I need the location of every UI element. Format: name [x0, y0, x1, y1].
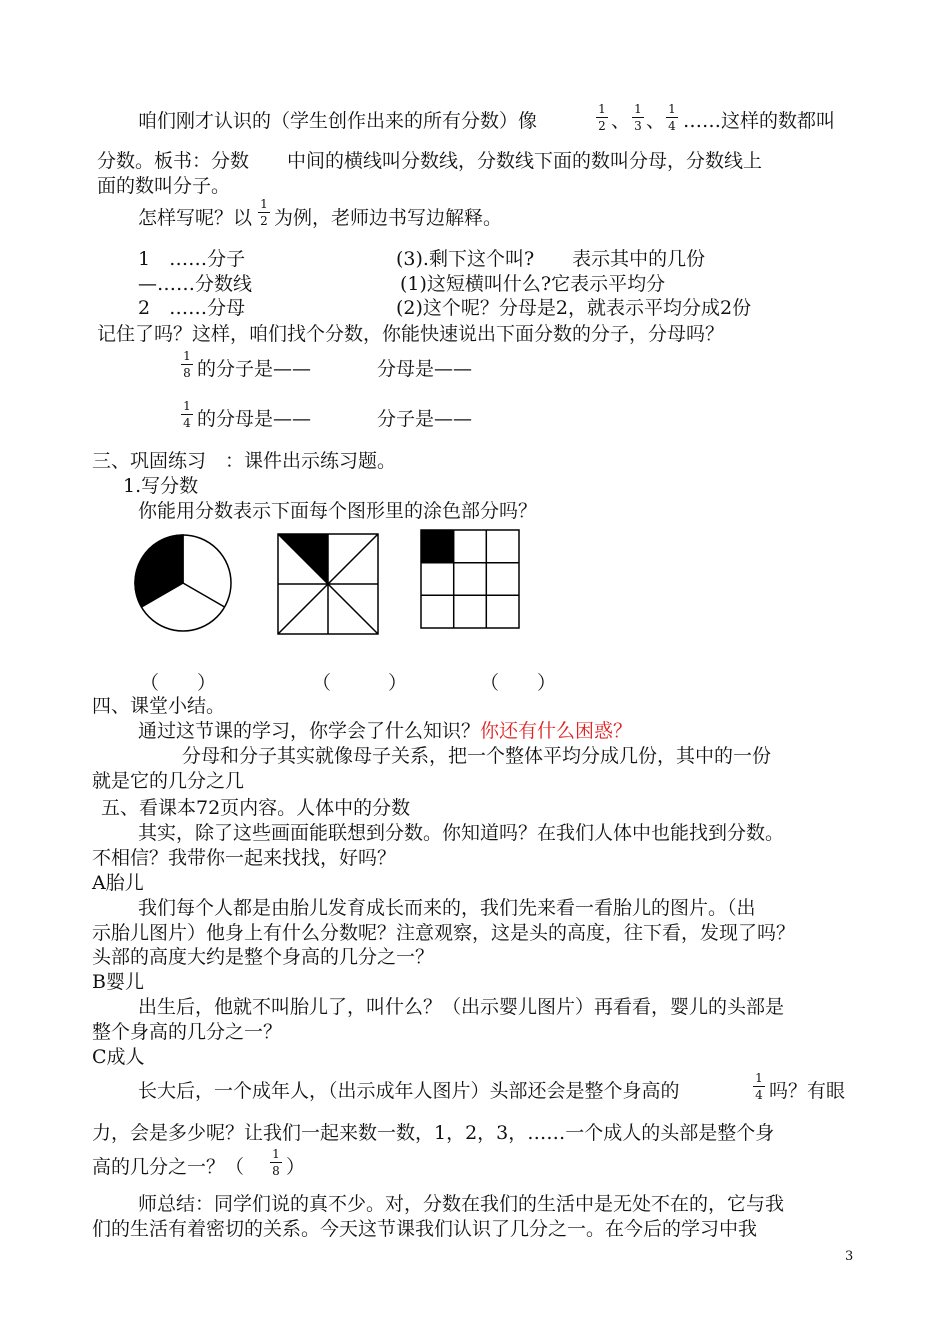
section-3-question: 你能用分数表示下面每个图形里的涂色部分吗？: [138, 500, 538, 522]
section-4-question: 通过这节课的学习，你学会了什么知识？你还有什么困惑？: [138, 720, 633, 742]
q1-a: 的分子是——: [197, 358, 312, 380]
row2-left: —……分数线: [138, 273, 253, 295]
part-c-p1-post: 吗？有眼: [769, 1080, 846, 1102]
fraction-one-eighth: $\frac{1}{8}$: [270, 1148, 282, 1177]
section-4-title: 四、课堂小结。: [92, 695, 226, 717]
answer-blank-3: （ ）: [480, 672, 557, 694]
section-3-title: 三、巩固练习 ：课件出示练习题。: [92, 450, 397, 472]
row1-right: (3).剩下这个叫? 表示其中的几份: [396, 248, 706, 270]
p1-pre: 咱们刚才认识的（学生创作出来的所有分数）像: [138, 110, 538, 132]
part-a-title: A胎儿: [92, 872, 144, 894]
page-number: 3: [845, 1249, 854, 1264]
circle-thirds-figure: [132, 532, 234, 634]
part-b-title: B婴儿: [92, 971, 144, 993]
fraction-one-half: $\frac{1}{2}$: [596, 103, 608, 132]
section-5-title: 五、看课本72页内容。人体中的分数: [101, 797, 411, 819]
summary-p1: 师总结：同学们说的真不少。对，分数在我们的生活中是无处不在的，它与我: [138, 1193, 785, 1215]
part-a-p3: 头部的高度大约是整个身高的几分之一？: [92, 946, 435, 968]
fraction-one-eighth: $\frac{1}{8}$: [181, 350, 193, 379]
part-b-p1: 出生后，他就不叫胎儿了，叫什么？（出示婴儿图片）再看看，婴儿的头部是: [138, 996, 785, 1018]
fraction-one-third: $\frac{1}{3}$: [632, 103, 644, 132]
p2: 分数。板书：分数 中间的横线叫分数线，分数线下面的数叫分母，分数线上: [97, 150, 763, 172]
row2-right: (1)这短横叫什么?它表示平均分: [400, 273, 666, 295]
row3-right: (2)这个呢？分母是2，就表示平均分成2份: [396, 297, 752, 319]
square-eighths-figure: [276, 532, 380, 636]
section-4-p2: 就是它的几分之几: [92, 770, 245, 792]
part-a-p1: 我们每个人都是由胎儿发育成长而来的，我们先来看一看胎儿的图片。（出: [138, 897, 756, 919]
fraction-one-quarter: $\frac{1}{4}$: [181, 400, 193, 429]
fraction-one-half: $\frac{1}{2}$: [258, 198, 270, 227]
section-4-p1: 分母和分子其实就像母子关系，把一个整体平均分成几份，其中的一份: [182, 745, 772, 767]
part-c-p1-pre: 长大后，一个成年人，（出示成年人图片）头部还会是整个身高的: [138, 1080, 680, 1102]
part-c-title: C成人: [92, 1046, 145, 1068]
answer-blank-2: （ ）: [312, 672, 408, 694]
separator: 、: [611, 110, 631, 132]
p3: 面的数叫分子。: [97, 175, 231, 197]
answer-blank-1: （ ）: [140, 672, 217, 694]
q2-b: 分子是——: [377, 408, 473, 430]
fraction-one-quarter: $\frac{1}{4}$: [666, 103, 678, 132]
confusion-question-red: 你还有什么困惑？: [480, 720, 633, 742]
grid-ninths-figure: [419, 528, 521, 630]
section-5-p1: 其实，除了这些画面能联想到分数。你知道吗？在我们人体中也能找到分数。: [138, 822, 785, 844]
part-c-p3-pre: 高的几分之一？（: [92, 1156, 245, 1178]
p4-pre: 怎样写呢？以: [138, 207, 253, 229]
section-3-item: 1.写分数: [123, 475, 199, 497]
summary-p2: 们的生活有着密切的关系。今天这节课我们认识了几分之一。在今后的学习中我: [92, 1218, 758, 1240]
section-5-p2: 不相信？我带你一起来找找，好吗？: [92, 847, 397, 869]
p1-post: ……这样的数都叫: [683, 110, 836, 132]
part-c-p2: 力，会是多少呢？让我们一起来数一数，1，2，3，……一个成人的头部是整个身: [92, 1122, 775, 1144]
separator: 、: [646, 110, 666, 132]
fraction-one-quarter: $\frac{1}{4}$: [753, 1072, 765, 1101]
p5: 记住了吗？这样，咱们找个分数，你能快速说出下面分数的分子，分母吗？: [97, 323, 725, 345]
q2-a: 的分母是——: [197, 408, 312, 430]
row3-left: 2 ……分母: [138, 297, 246, 319]
p4-post: 为例，老师边书写边解释。: [274, 207, 503, 229]
part-c-p3-post: ）: [286, 1156, 306, 1178]
part-a-p2: 示胎儿图片）他身上有什么分数呢？注意观察，这是头的高度，往下看，发现了吗？: [92, 922, 796, 944]
q1-b: 分母是——: [377, 358, 473, 380]
row1-left: 1 ……分子: [138, 248, 246, 270]
part-b-p2: 整个身高的几分之一？: [92, 1021, 283, 1043]
